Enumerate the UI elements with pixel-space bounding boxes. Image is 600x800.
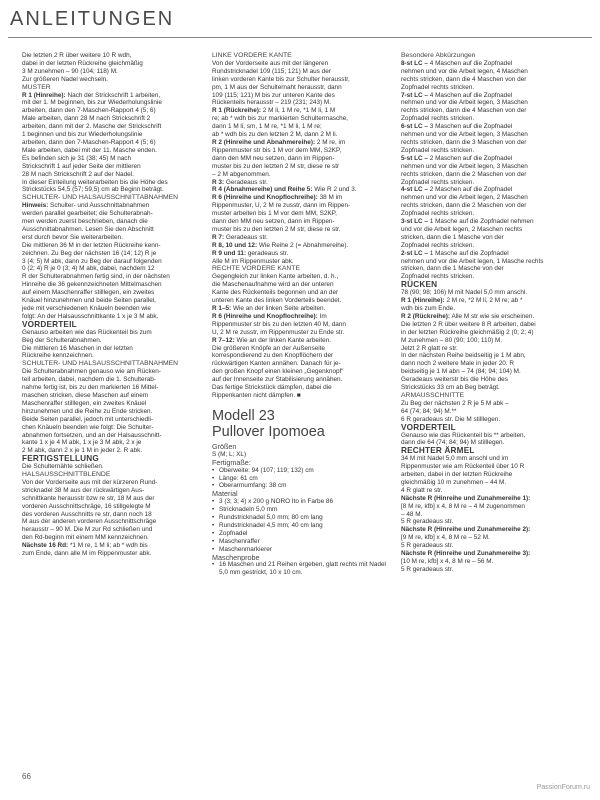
text-line: Strickschrift 1 auf jeder Seite der mittleren: [22, 162, 141, 170]
text-line: R 4 (Abnahmereihe) und Reihe 5: Wie R 2 und 3.: [212, 186, 357, 194]
text-line: Die mittleren 16 Maschen in der letzten: [22, 344, 133, 352]
text-line: arbeiten, dann den 7-Maschen-Rapport 4 (5; 6): [22, 138, 156, 146]
text-line: 5 R geradeaus str.: [401, 518, 454, 526]
text-line: gleichmäßig 10 m zunehmen – 44 M.: [401, 478, 507, 486]
section-heading-fertigmasse: Fertigmaße:: [212, 457, 251, 467]
watermark: PassionForum.ru: [536, 784, 590, 791]
maschenprobe-list: [212, 561, 394, 577]
text-line: Die letzten 2 R über weitere 10 R wdh,: [22, 52, 132, 59]
section-blende: [22, 479, 204, 558]
text-line: Zopfnadel rechts stricken.: [401, 83, 475, 91]
text-line: beidseitig je 1 M abn – 74 (84; 94; 104) M.: [401, 368, 521, 376]
text-line: pm, 1 M aus der Schulternaht herausstr, dann: [212, 83, 342, 91]
section-heading-schulter-back: SCHULTER- UND HALSAUSSCHNITTABNAHMEN: [22, 194, 179, 202]
text-line: R 1 (Hinreihe): Nach der Strickschrift 1 arbeiten,: [22, 91, 161, 99]
text-line: rechts stricken, dann die 3 Maschen von der: [401, 138, 527, 146]
section-heading-armausschnitte: ARMAUSSCHNITTE: [401, 391, 465, 399]
text-line: Zu Beg der nächsten 2 R je 5 M abk –: [401, 399, 509, 407]
text-line: dann noch 2 weitere Male in jeder 20. R: [401, 360, 514, 368]
text-line: Zopfnadel rechts stricken.: [401, 273, 475, 281]
text-line: Rippenmuster wie am Rückenteil über 10 R: [401, 463, 525, 471]
text-line: auf der Innenseite zur Stabilisierung annähen.: [212, 376, 343, 384]
text-line: R 3: Geradeaus str.: [212, 178, 268, 186]
text-line: rückwärtigen Kanten annähen. Danach für je-: [212, 360, 341, 368]
text-line: Zopfnadel rechts stricken.: [401, 146, 475, 154]
text-line: rechts stricken, dann die 2 Maschen von der: [401, 170, 527, 178]
text-line: re; ab * wdh bis zur markierten Schultermasche,: [212, 115, 349, 123]
column-right: [401, 52, 583, 574]
text-line: U, 2 M re zusstr, im Rippenmuster zu Ende str.: [212, 328, 345, 336]
text-line: vorderen Ausschnittschräge, 16 stillgelegte M: [22, 502, 151, 510]
page-header: [8, 4, 592, 38]
text-line: Nächste R (Hinreihe und Zunahmereihe 2):: [401, 526, 531, 534]
page-title: ANLEITUNGEN: [10, 8, 175, 30]
text-line: den Rd-beginn mit einem MM kennzeichnen.: [22, 534, 149, 542]
text-line: [9 M re, kfb] x 4, 8 M re – 52 M.: [401, 534, 490, 542]
list-item: • 16 Maschen und 21 Reihen ergeben, glatt rechts mit Nadel 5,0 mm gestrickt, 10 x 10 cm.: [212, 561, 394, 577]
text-line: Gegengleich zur linken Kante arbeiten, d. h.,: [212, 273, 339, 281]
text-line: den großen Knopf einen kleinen „Gegenknopf“: [212, 368, 344, 376]
text-line: Nächste 16 Rd: *1 M re, 1 M li; ab * wdh bis: [22, 542, 148, 550]
text-line: unteren Kante des linken Vorderteils beendet.: [212, 297, 342, 305]
text-line: Ausschnittabnahmen. Lesen Sie den Abschnitt: [22, 225, 154, 233]
text-line: Zopfnadel rechts stricken.: [401, 241, 475, 249]
text-line: 3 M zunehmen – 90 (104; 118) M.: [22, 67, 118, 75]
text-line: dann 1 M li, sm, 1 M re, *1 M li, 1 M re;: [212, 123, 322, 131]
section-heading-muster: MUSTER: [22, 83, 51, 91]
text-line: R 1 (Hinreihe): 2 M re, *2 M li, 2 M re; ab *: [401, 297, 523, 305]
section-rechter-aermel: [401, 455, 583, 574]
list-item: • Stricknadeln 5,0 mm: [212, 506, 394, 514]
text-line: Strickstücks 33 cm ab Beg beträgt.: [401, 384, 500, 392]
text-line: stricken, dann die 1 Masche von der: [401, 233, 504, 241]
text-line: die Maschenaufnahme wird an der unteren: [212, 281, 334, 289]
text-line: In dieser Einteilung weiterarbeiten bis die Höhe des: [22, 178, 168, 186]
intro-paragraph: [22, 52, 204, 84]
text-line: 6 R geradeaus str. Die M stilllegen.: [401, 415, 501, 423]
text-line: rechts stricken, dann die 2 Maschen von der: [401, 202, 527, 210]
text-line: muster bis zu den letzten 2 M str, diese re str: [212, 162, 340, 170]
text-line: 109 (115; 121) M bis zur unteren Kante des: [212, 91, 335, 99]
section-armausschnitte: [401, 400, 583, 424]
text-line: R 7: Geradeaus str.: [212, 233, 268, 241]
text-line: Rippenmuster str bis zu den letzten 40 M, dann: [212, 320, 346, 328]
text-line: Die mittleren 36 M in der letzten Rückreihe kenn-: [22, 241, 161, 249]
text-line: Hinweis: Schulter- und Ausschnittabnahmen: [22, 202, 150, 210]
text-line: M zunehmen – 80 (90; 100; 110) M.: [401, 336, 503, 344]
section-heading-rechter-aermel: RECHTER ÄRMEL: [401, 446, 475, 456]
section-heading-material: Material: [212, 489, 238, 499]
text-line: 34 M mit Nadel 5,0 mm anschl und im: [401, 455, 509, 463]
text-line: 8-st LC – 4 Maschen auf die Zopfnadel: [401, 59, 513, 67]
section-heading-fertigstellung: FERTIGSTELLUNG: [22, 454, 99, 464]
text-line: Rippenmuster, U, 2 M re zusstr, dann im Rippen-: [212, 202, 351, 210]
list-item: • Rundstricknadel 4,5 mm; 40 cm lang: [212, 522, 394, 530]
material-list: [212, 498, 394, 553]
text-line: – 48 M.: [401, 510, 423, 518]
text-line: Geradeaus weiterstr bis die Höhe des: [401, 376, 508, 384]
section-abkuerzungen: [401, 60, 583, 281]
text-line: Male arbeiten, dann 28 M nach Strickschrift 2: [22, 115, 151, 123]
text-line: rechts stricken, dann die 4 Maschen von der: [401, 75, 527, 83]
text-line: R 6 (Hinreihe und Knopflochreihe): 38 M im: [212, 194, 343, 202]
text-line: Die letzten 2 R über weitere 8 R arbeiten, dabei: [401, 320, 536, 328]
text-line: Genauso arbeiten wie das Rückenteil bis zum: [22, 328, 152, 336]
text-line: folgt: An der Halsausschnittkante 1 x je 3 M abk.: [22, 312, 159, 320]
list-item: • 3 (3; 3; 4) x 200 g NORO Ito in Farbe 86: [212, 498, 394, 506]
text-line: teil arbeiten, dabei, nachdem die 1. Schulterab-: [22, 376, 156, 384]
text-line: Knäuel hinzunehmen und beide Seiten parallel,: [22, 297, 156, 305]
section-muster: [22, 92, 204, 195]
text-line: Alle M im Rippenmuster abk.: [212, 257, 294, 265]
section-vorderteil: [22, 329, 204, 361]
text-line: Beide Seiten parallel, jedoch mit unterschiedli-: [22, 415, 154, 423]
section-heading-vorderteil: VORDERTEIL: [22, 319, 77, 329]
text-line: wdh bis zum Ende.: [401, 305, 455, 312]
text-line: arbeiten, dabei in der letzten Rückreihe: [401, 471, 513, 479]
text-line: Zopfnadel rechts stricken.: [401, 178, 475, 186]
header-divider: [8, 37, 592, 38]
text-line: herausstr – 90 M. Die M zur Rd schließen und: [22, 526, 153, 534]
text-line: nehmen und vor die Arbeit legen, 3 Maschen: [401, 162, 528, 170]
text-line: Die Schulternähte schließen.: [22, 463, 104, 471]
list-item: • Rundstricknadel 5,0 mm; 80 cm lang: [212, 514, 394, 522]
text-line: R 9 und 11: geradeaus str.: [212, 249, 289, 257]
text-line: des vorderen Ausschnitts re str, dann noch 18: [22, 510, 152, 518]
text-line: nehmen und vor die Arbeit legen, 4 Maschen: [401, 67, 528, 75]
text-line: in der letzten Rückreihe gleichmäßig 2 (0; 2; 4): [401, 328, 534, 336]
text-line: zeichnen. Zu Beg der nächsten 16 (14; 12) R je: [22, 249, 157, 257]
text-line: 4-st LC – 2 Maschen auf die Zopfnadel: [401, 186, 513, 194]
text-line: R 1–5: Wie an der linken Seite arbeiten.: [212, 305, 326, 312]
text-line: 5-st LC – 2 Maschen auf die Zopfnadel: [401, 154, 513, 162]
list-item: • Maschenraffer: [212, 538, 394, 546]
text-line: 5 R geradeaus str.: [401, 542, 454, 550]
model-number: Modell 23: [212, 407, 275, 424]
text-line: dabei in der letzten Rückreihe gleichmäßig: [22, 59, 143, 67]
text-line: 6-st LC – 3 Maschen auf die Zopfnadel: [401, 123, 513, 131]
section-schulter-back: [22, 202, 204, 321]
list-item: • Zopfnadel: [212, 530, 394, 538]
section-heading-blende: HALSAUSSCHNITTBLENDE: [22, 471, 111, 479]
text-line: Zopfnadel rechts stricken.: [401, 210, 475, 218]
text-line: erst durch bevor Sie weiterarbeiten.: [22, 233, 123, 241]
text-line: 5 R geradeaus str.: [401, 565, 454, 573]
text-line: Zur größeren Nadel wechseln.: [22, 75, 108, 83]
text-line: Von der Vorderseite aus mit der längeren: [212, 59, 329, 67]
text-line: R der Schulterabnahmen fertig sind, in der nächsten: [22, 273, 170, 281]
text-line: M aus der anderen vorderen Ausschnittschräge: [22, 518, 157, 526]
text-line: auf einem Maschenraffer stilllegen, ein zweites: [22, 289, 155, 297]
text-line: 0 (2; 4) R je 0 (3; 4) M abk, dabei, nachdem 12: [22, 265, 155, 273]
text-line: arbeiten, dann mit der 2. Masche der Strickschrift: [22, 123, 162, 131]
section-heading-vorderteil-right: VORDERTEIL: [401, 422, 456, 432]
section-heading-groessen: Größen: [212, 441, 237, 451]
text-line: abnahmen fortsetzen, und an der Halsausschnitt-: [22, 431, 162, 439]
text-line: hinzunehmen und die Reihe zu Ende stricken.: [22, 407, 153, 415]
text-line: Rückenteils herausstr – 219 (231; 243) M.: [212, 99, 331, 107]
text-line: R 1 (Rückreihe): 2 M li, 1 M re, *1 M li, 1 M: [212, 107, 336, 115]
text-line: Rippenkanten nicht dämpfen. ■: [212, 391, 301, 399]
text-line: Das fertige Strickstück dämpfen, dabei die: [212, 384, 332, 392]
text-line: Strickstücks 54,5 (57; 59,5) cm ab Beginn beträgt.: [22, 186, 164, 194]
text-line: Die Schulterabnahmen genauso wie am Rücken-: [22, 368, 161, 376]
text-line: 3 (4; 5) M abk, dann zu Beg der darauf folgenden: [22, 257, 162, 265]
text-line: 64 (74; 84; 94) M.**: [401, 407, 457, 415]
page-number: 66: [22, 772, 31, 781]
column-middle: [212, 52, 394, 577]
section-linke-kante: [212, 60, 394, 266]
section-heading-maschenprobe: Maschenprobe: [212, 552, 260, 562]
column-left: [22, 52, 204, 558]
text-line: – 2 M abgenommen.: [212, 170, 271, 178]
text-line: chen Knäueln beenden wie folgt: Die Schulter-: [22, 423, 154, 431]
text-line: arbeiten, dann den 7-Maschen-Rapport 4 (5; 6): [22, 107, 156, 115]
text-line: nehmen und vor die Arbeit legen, 3 Maschen: [401, 131, 528, 139]
text-line: muster bis zu den letzten 2 M str, diese re str.: [212, 225, 341, 233]
text-line: Male arbeiten, dabei mit der 11. Masche enden.: [22, 146, 157, 154]
text-line: mit der 1. M beginnen, bis zur Wiederholungslinie: [22, 99, 162, 107]
text-line: 2-st LC – 1 Masche auf die Zopfnadel: [401, 249, 509, 257]
fertigmasse-list: [212, 467, 394, 491]
text-line: werden parallel gearbeitet; die Schulterabnah-: [22, 210, 153, 218]
text-line: muster arbeiten bis 1 M vor dem MM, S2KP,: [212, 210, 337, 218]
list-item: • Oberweite: 94 (107; 119; 132) cm: [212, 467, 394, 475]
text-line: kante 1 x je 4 M abk, 1 x je 3 M abk, 2 x je: [22, 439, 142, 447]
text-line: Maschenraffer stilllegen, ein zweites Knäuel: [22, 399, 147, 407]
text-line: Rippenmuster str bis 1 M vor dem MM, S2KP,: [212, 146, 342, 154]
text-line: 3-st LC – 1 Masche auf die Zopfnadel nehmen: [401, 218, 534, 226]
text-line: und vor die Arbeit legen, 2 Maschen rechts: [401, 225, 523, 233]
text-line: dann den MM neu setzen, dann im Rippen-: [212, 218, 335, 226]
text-line: Jetzt 2 R glatt re str.: [401, 344, 458, 352]
text-line: jede mit verschiedenen Knäueln beenden wie: [22, 305, 151, 312]
text-line: nahme fertig ist, bis zu den markierten 16 Mittel-: [22, 384, 159, 392]
text-line: Nächste R (Hinreihe und Zunahmereihe 1):: [401, 494, 531, 502]
section-heading-linke-kante: LINKE VORDERE KANTE: [212, 52, 292, 59]
text-line: 78 (90; 98; 106) M mit Nadel 5,0 mm anschl.: [401, 289, 528, 297]
text-line: [10 M re, kfb] x 4, 8 M re – 56 M.: [401, 558, 494, 565]
text-line: In der nächsten Reihe beidseitig je 1 M abn,: [401, 352, 526, 360]
list-item: • Oberarmumfang: 38 cm: [212, 482, 394, 490]
text-line: Von der Vorderseite aus mit der kürzeren Rund-: [22, 478, 158, 486]
text-line: schnittkante herausstr bzw re str, 18 M aus der: [22, 494, 155, 502]
section-heading-rechte-kante: RECHTE VORDERE KANTE: [212, 265, 300, 273]
text-line: nehmen und vor die Arbeit legen, 3 Maschen: [401, 99, 528, 107]
text-line: Es befinden sich je 31 (38; 45) M nach: [22, 154, 132, 162]
text-line: ab * wdh bis zu den letzten 2 M, dann 2 M li.: [212, 131, 338, 139]
sizes-text: S (M; L; XL): [212, 450, 247, 458]
section-rechte-kante: [212, 273, 394, 400]
text-line: 28 M nach Strickschrift 2 auf der Nadel.: [22, 170, 134, 178]
section-heading-abkuerzungen: Besondere Abkürzungen: [401, 52, 476, 59]
list-item: • Maschenmarkierer: [212, 546, 394, 554]
text-line: R 8, 10 und 12: Wie Reihe 2 (= Abnahmereihe).: [212, 241, 349, 249]
text-line: men werden zuerst beschrieben, danach die: [22, 218, 148, 226]
text-line: 4 R glatt re str.: [401, 486, 443, 494]
text-line: R 7–12: Wie an der linken Kante arbeiten.: [212, 336, 332, 344]
text-line: zum Ende, dann alle M im Rippenmuster abk.: [22, 550, 152, 558]
text-line: Beg der Schulterabnahmen.: [22, 336, 102, 344]
model-title: [212, 408, 394, 440]
text-line: stricken, dann die 1 Masche von der: [401, 265, 504, 273]
text-line: [8 M re, kfb] x 4, 8 M re – 4 M zugenommen: [401, 502, 525, 510]
text-line: rechts stricken, dann die 4 Maschen von der: [401, 107, 527, 115]
text-line: Hinreihe die 36 gekennzeichneten Mittelmaschen: [22, 281, 162, 289]
section-heading-schulter-front: SCHULTER- UND HALSAUSSCHNITTABNAHMEN: [22, 360, 179, 368]
text-line: korrespondierend zu den Knopflöchern der: [212, 352, 334, 360]
text-line: Zopfnadel rechts stricken.: [401, 115, 475, 123]
text-line: stricknadel 38 M aus der rückwärtigen Aus-: [22, 486, 145, 494]
text-line: Die größeren Knöpfe an der Außenseite: [212, 344, 325, 352]
text-line: Genauso wie das Rückenteil bis ** arbeiten,: [401, 431, 526, 439]
text-line: R 2 (Hinreihe und Abnahmereihe): 2 M re, im: [212, 138, 346, 146]
section-vorderteil-right: [401, 432, 583, 448]
text-line: 1 beginnen und bis zur Wiederholungslinie: [22, 131, 143, 139]
section-ruecken: [401, 289, 583, 392]
text-line: dann den MM neu setzen, dann im Rippen-: [212, 154, 335, 162]
text-line: R 2 (Rückreihe): Alle M str wie sie erscheinen.: [401, 312, 535, 320]
list-item: • Länge: 61 cm: [212, 475, 394, 483]
text-line: maschen stricken, diese Maschen auf einem: [22, 391, 149, 399]
section-heading-ruecken: RÜCKEN: [401, 280, 438, 290]
section-fertigstellung: [22, 463, 204, 471]
model-name: Pullover Ipomoea: [212, 423, 325, 440]
text-line: 7-st LC – 4 Maschen auf die Zopfnadel: [401, 91, 513, 99]
text-line: nehmen und vor die Arbeit legen, 2 Maschen: [401, 194, 528, 202]
text-line: Rundstricknadel 109 (115; 121) M aus der: [212, 67, 331, 75]
text-line: R 6 (Hinreihe und Knopflochreihe): Im: [212, 312, 327, 320]
text-line: nehmen und vor die Arbeit legen, 1 Masche rechts: [401, 257, 544, 265]
text-line: Rückreihe kennzeichnen.: [22, 352, 94, 360]
text-line: linken vorderen Kante bis zur Schulter herausstr,: [212, 75, 350, 83]
text-line: 2 M abk, dann 2 x je 1 M in jeder 2. R abk.: [22, 447, 143, 455]
text-line: dann die 64 (74; 84; 94) M stilllegen.: [401, 439, 505, 447]
text-line: Kante des Rückenteils begonnen und an der: [212, 289, 339, 297]
section-schulter-front: [22, 368, 204, 455]
text-line: Nächste R (Hinreihe und Zunahmereihe 3):: [401, 550, 531, 558]
